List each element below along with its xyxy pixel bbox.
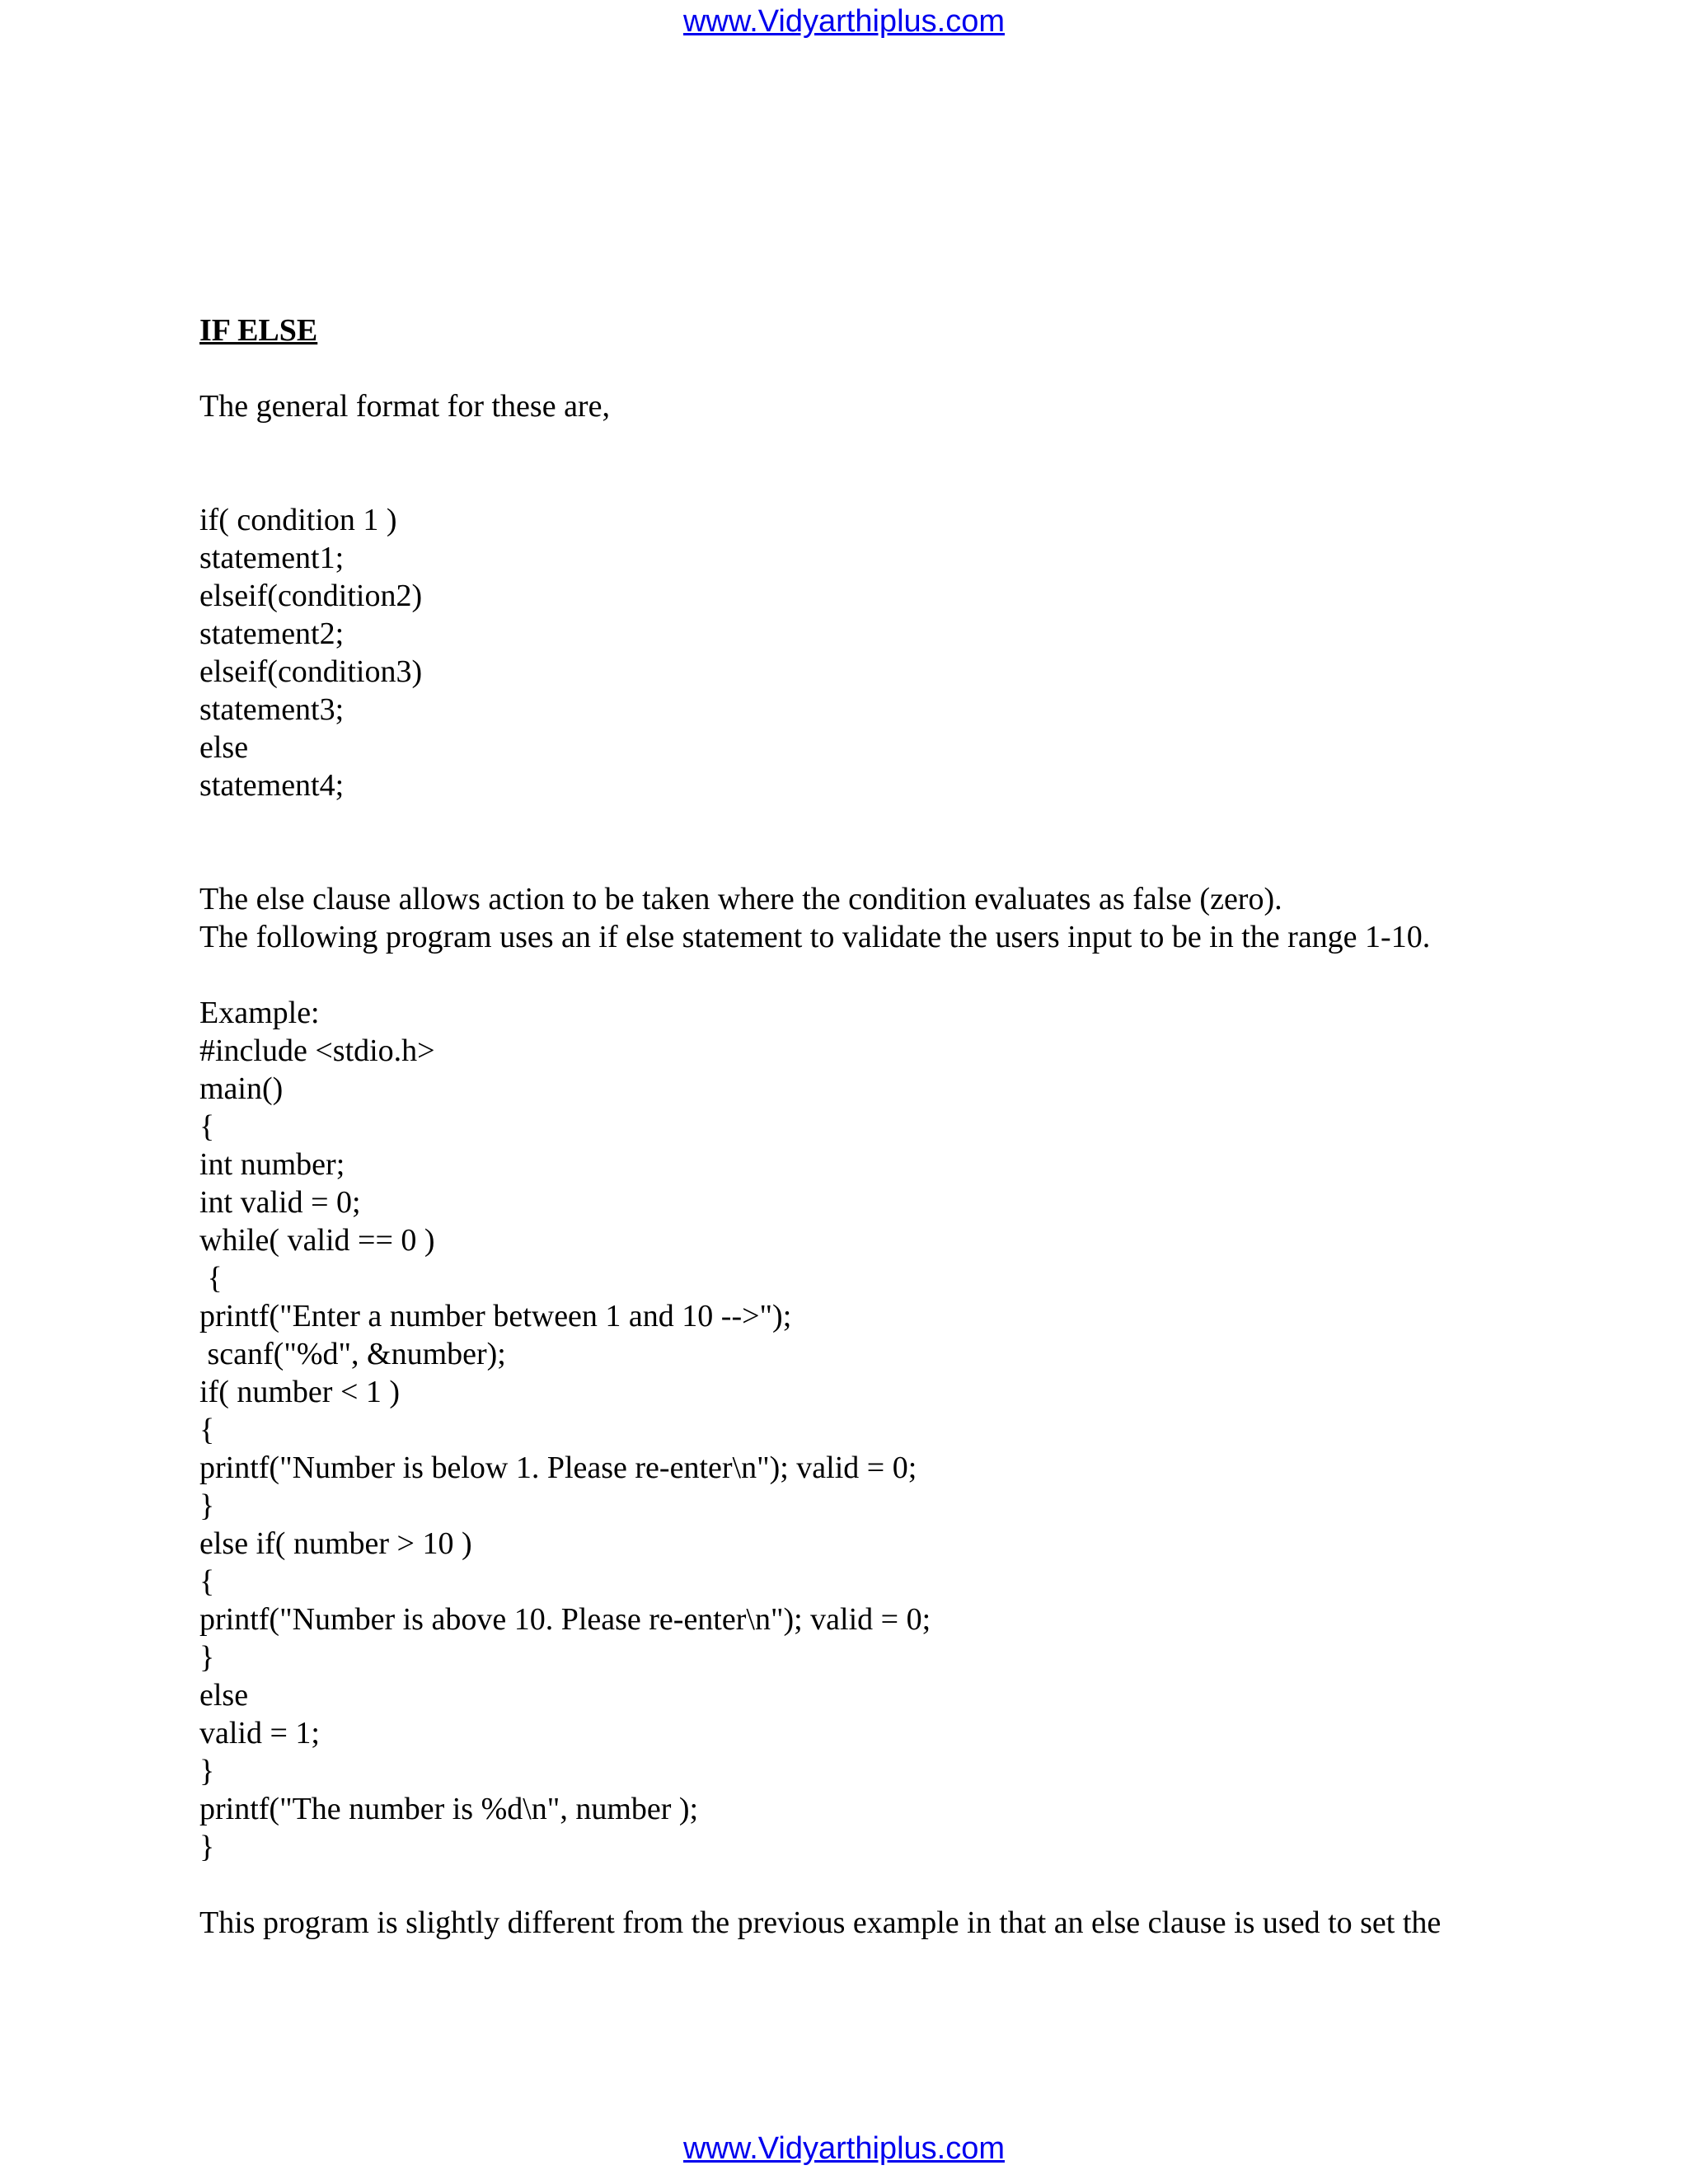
syntax-line: if( condition 1 ) [199,503,397,537]
example-label: Example: [199,996,320,1030]
code-line: } [199,1830,215,1864]
code-line: while( valid == 0 ) [199,1223,435,1258]
code-line: } [199,1488,215,1523]
syntax-line: statement1; [199,541,345,575]
syntax-line: else [199,730,249,765]
intro-text: The general format for these are, [199,389,610,424]
syntax-line: elseif(condition3) [199,654,423,689]
footer-site-link[interactable]: www.Vidyarthiplus.com [682,2131,1005,2166]
code-line: int number; [199,1147,345,1182]
code-line: printf("Enter a number between 1 and 10 -->"); [199,1299,792,1333]
code-line: int valid = 0; [199,1185,361,1220]
syntax-line: statement2; [199,616,345,651]
code-line: printf("The number is %d\n", number ); [199,1792,699,1826]
code-line: valid = 1; [199,1716,320,1750]
code-line: main() [199,1071,284,1106]
code-line: { [199,1261,223,1296]
code-line: printf("Number is above 10. Please re-enter\n"); valid = 0; [199,1602,931,1637]
document-body [199,312,1518,1942]
explanation-block [199,880,1518,956]
code-line: } [199,1640,215,1675]
code-line: scanf("%d", &number); [199,1337,506,1371]
code-line: #include <stdio.h> [199,1033,435,1068]
closing-text: This program is slightly different from the previous example in that an else clause is used to set the [199,1905,1442,1940]
syntax-line: statement3; [199,692,345,727]
explanation-line: The else clause allows action to be taken where the condition evaluates as false (zero). [199,882,1282,916]
code-block [199,1032,1518,1866]
syntax-line: elseif(condition2) [199,579,423,613]
syntax-line: statement4; [199,768,345,803]
header-site-link[interactable]: www.Vidyarthiplus.com [682,4,1005,39]
code-line: { [199,1109,215,1144]
syntax-block [199,501,1518,804]
code-line: if( number < 1 ) [199,1375,401,1409]
section-heading: IF ELSE [199,313,318,348]
code-line: else [199,1678,249,1713]
code-line: { [199,1564,215,1599]
code-line: { [199,1413,215,1447]
explanation-line: The following program uses an if else statement to validate the users input to be in the range 1-10. [199,920,1431,954]
code-line: printf("Number is below 1. Please re-enter\n"); valid = 0; [199,1451,917,1485]
code-line: else if( number > 10 ) [199,1526,472,1561]
code-line: } [199,1754,215,1788]
